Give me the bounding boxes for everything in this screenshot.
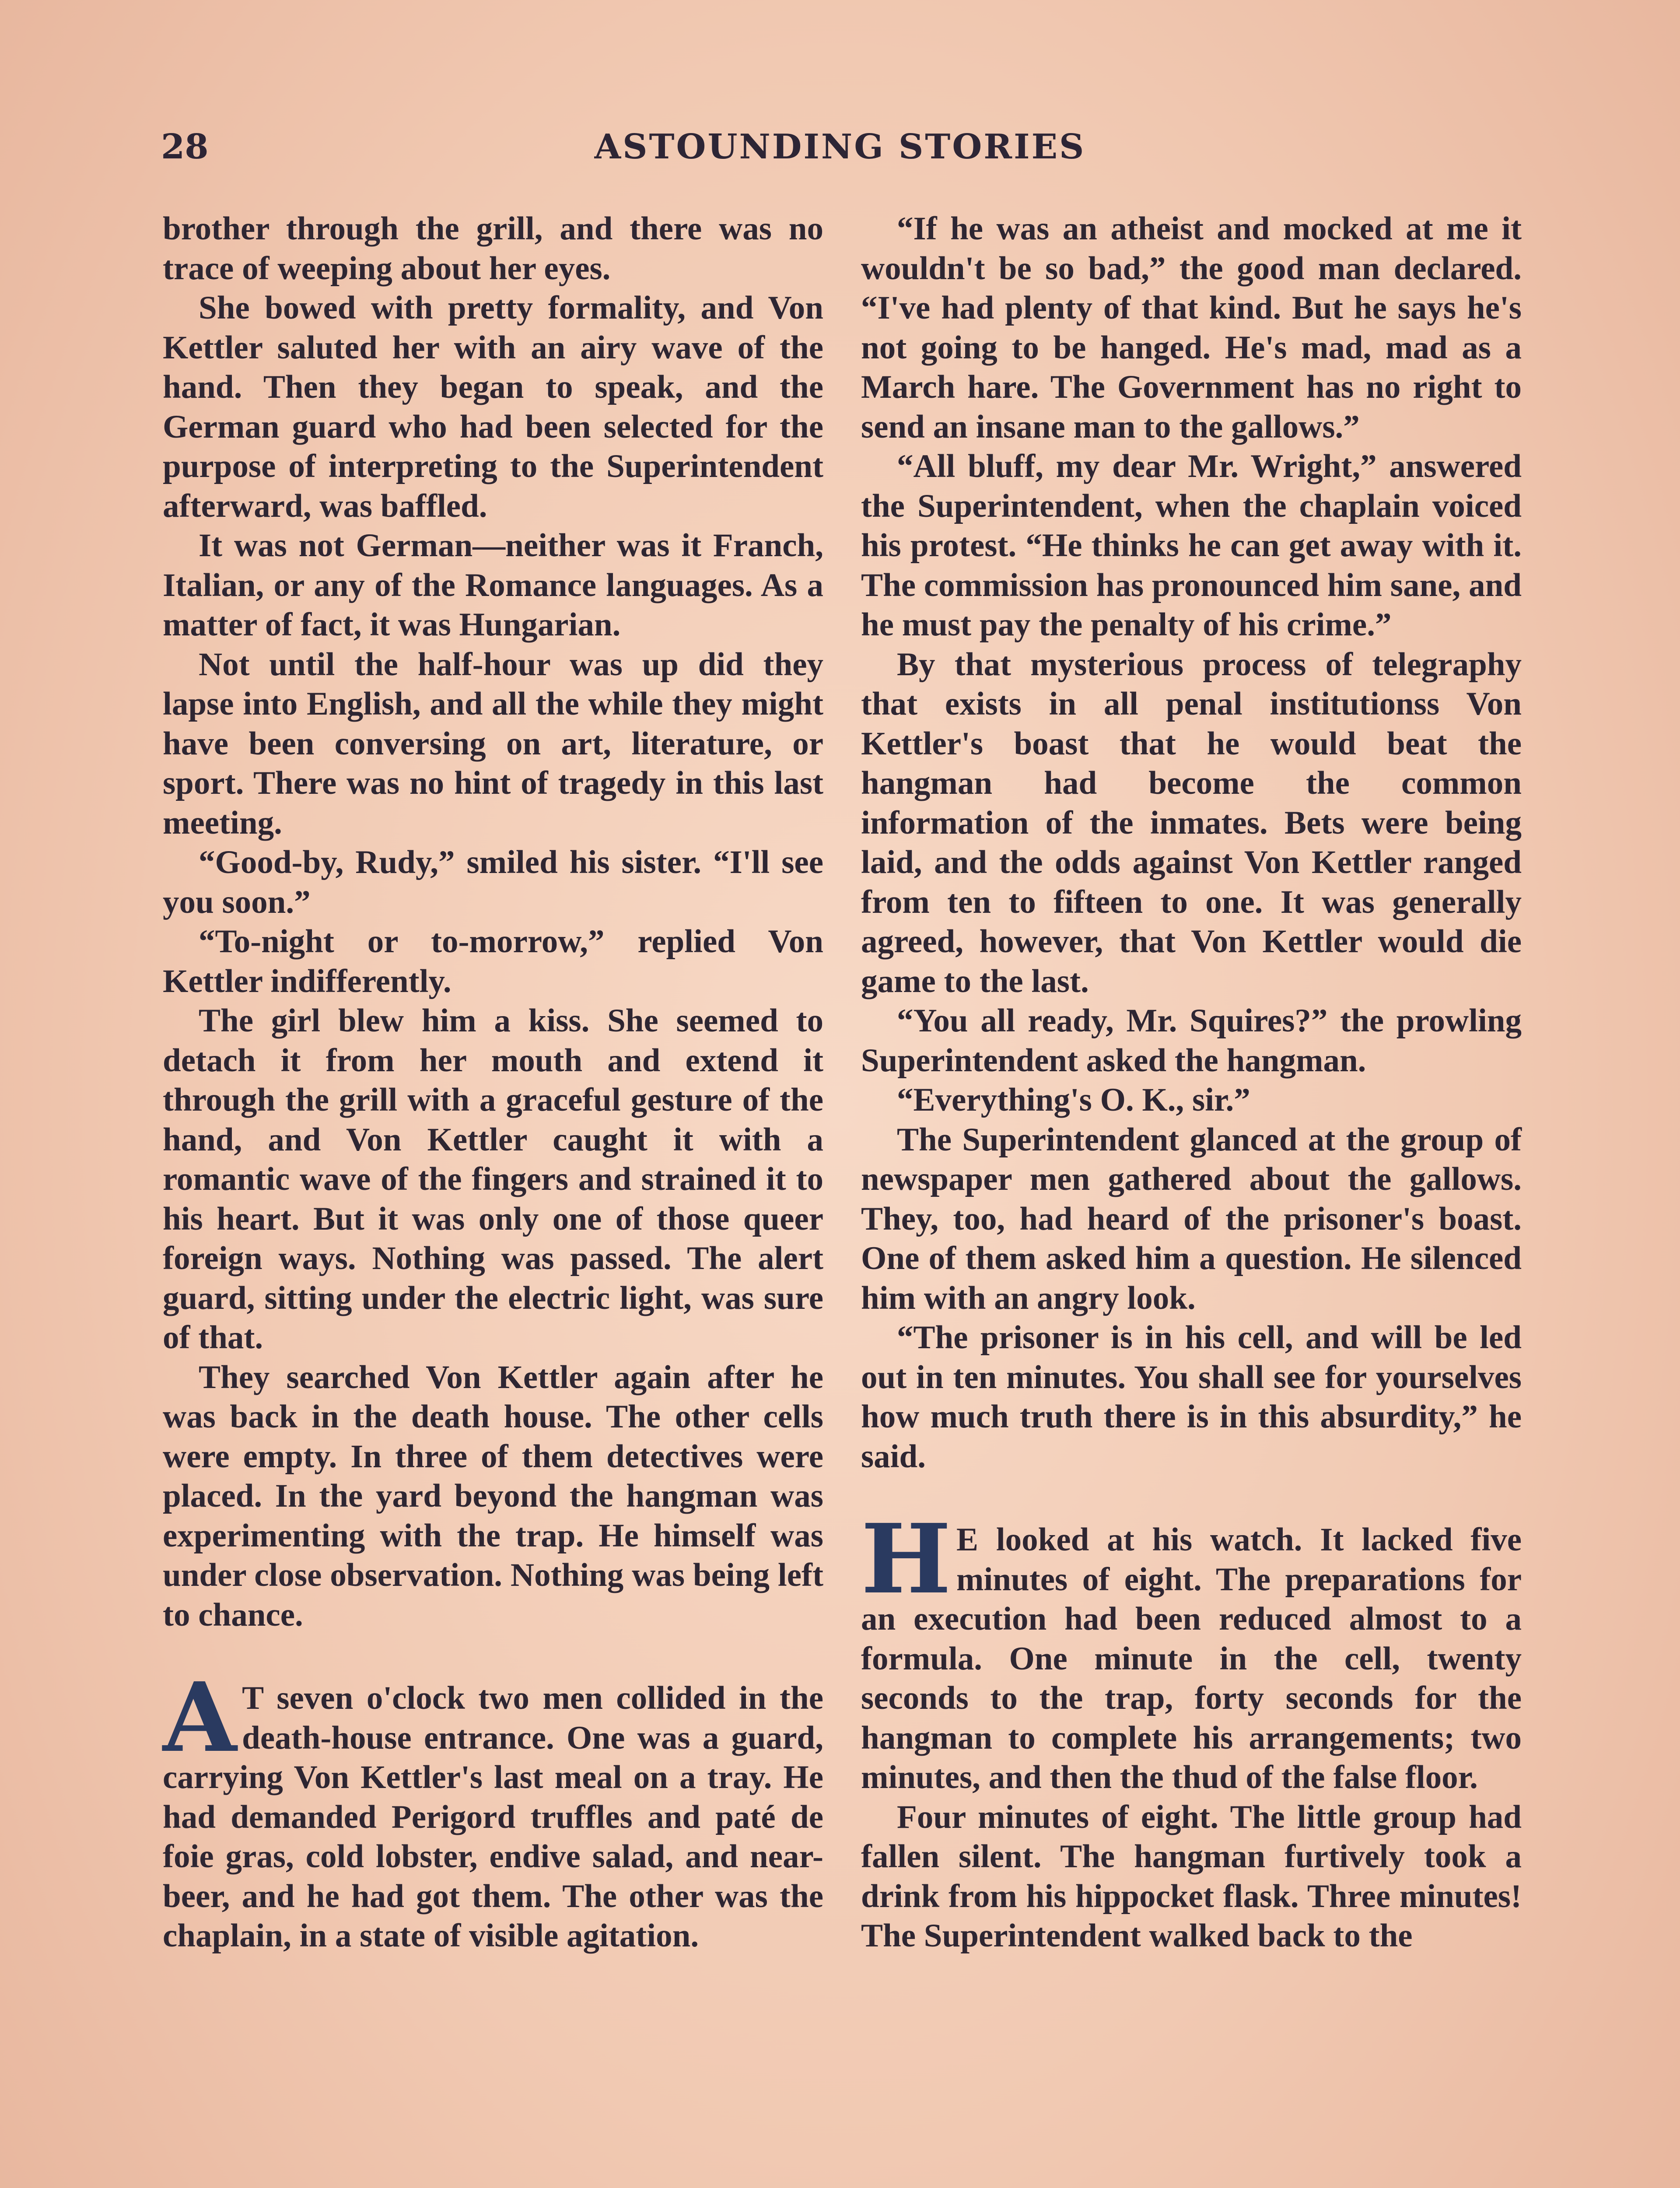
paragraph: “If he was an atheist and mocked at me it wouldn't be so bad,” the good man declared. “I've had plenty of that kind. But he says he's not going to be hanged. He's mad, mad as a March hare. The Government has no right to send an insane man to the gallows.”: [861, 210, 1522, 445]
paragraph: They searched Von Kettler again after he was back in the death house. The other cells were empty. In three of them detectives were placed. In the yard beyond the hangman was experimenting with the trap. He himself was under close observation. Nothing was being left to chance.: [163, 1359, 823, 1633]
drop-cap-paragraph: [163, 1662, 823, 1956]
paragraph: It was not German—neither was it Franch, Italian, or any of the Romance languages. As a matter of fact, it was Hungarian.: [163, 527, 823, 643]
drop-cap-text: T seven o'clock two men collided in the death-house entrance. One was a guard, carrying Von Kettler's last meal on a tray. He had demanded Perigord truffles and paté de foie gras, cold lobster, endive salad, and near-beer, and he had got them. The other was the chaplain, in a state of visible agitation.: [163, 1680, 823, 1954]
paragraph: “Everything's O. K., sir.”: [897, 1082, 1250, 1118]
paragraph: Four minutes of eight. The little group had fallen silent. The hangman furtively took a drink from his hippocket flask. Three minutes! The Superintendent walked back to the: [861, 1799, 1522, 1954]
paragraph: “All bluff, my dear Mr. Wright,” answered the Superintendent, when the chaplain voiced his protest. “He thinks he can get away with it. The commission has pronounced him sane, and he must pay the penalty of his crime.”: [861, 448, 1522, 643]
paragraph: “Good-by, Rudy,” smiled his sister. “I'll see you soon.”: [163, 844, 823, 920]
paragraph: Not until the half-hour was up did they lapse into English, and all the while they might have been conversing on art, literature, or sport. There was no hint of tragedy in this last meeting.: [163, 646, 823, 841]
drop-cap-paragraph: [861, 1503, 1522, 1798]
paragraph: By that mysterious process of telegraphy that exists in all penal institutionss Von Kettler's boast that he would beat the hangman had become the common information of the inmates. Bets were being laid, and the odds against Von Kettler ranged from ten to fifteen to one. It was generally agreed, however, that Von Kettler would die game to the last.: [861, 646, 1522, 999]
paragraph: “You all ready, Mr. Squires?” the prowling Superintendent asked the hangman.: [861, 1003, 1522, 1079]
paragraph: brother through the grill, and there was no trace of weeping about her eyes.: [163, 210, 823, 287]
left-column: [163, 209, 823, 1956]
running-head: ASTOUNDING STORIES: [594, 127, 1086, 167]
paragraph: “The prisoner is in his cell, and will be led out in ten minutes. You shall see for yourselves how much truth there is in this absurdity,” he said.: [861, 1319, 1522, 1475]
page-number: 28: [161, 127, 209, 167]
drop-cap-letter: H: [861, 1503, 951, 1615]
paragraph: The Superintendent glanced at the group of newspaper men gathered about the gallows. They, too, had heard of the prisoner's boast. One of them asked him a question. He silenced him with an angry look.: [861, 1121, 1522, 1316]
paragraph: “To-night or to-morrow,” replied Von Kettler indifferently.: [163, 923, 823, 999]
right-column: [861, 209, 1522, 1956]
paragraph: She bowed with pretty formality, and Von Kettler saluted her with an airy wave of the hand. Then they began to speak, and the German guard who had been selected for the purpose of interpreting to the Superintendent afterward, was baffled.: [163, 290, 823, 524]
drop-cap-text: E looked at his watch. It lacked five minutes of eight. The preparations for an execution had been reduced almost to a formula. One minute in the cell, twenty seconds to the trap, forty seconds for the hangman to complete his arrangements; two minutes, and then the thud of the false floor.: [861, 1522, 1522, 1795]
drop-cap-letter: A: [163, 1662, 237, 1774]
paragraph: The girl blew him a kiss. She seemed to detach it from her mouth and extend it through the grill with a graceful gesture of the hand, and Von Kettler caught it with a romantic wave of the fingers and strained it to his heart. But it was only one of those queer foreign ways. Nothing was passed. The alert guard, sitting under the electric light, was sure of that.: [163, 1003, 823, 1356]
